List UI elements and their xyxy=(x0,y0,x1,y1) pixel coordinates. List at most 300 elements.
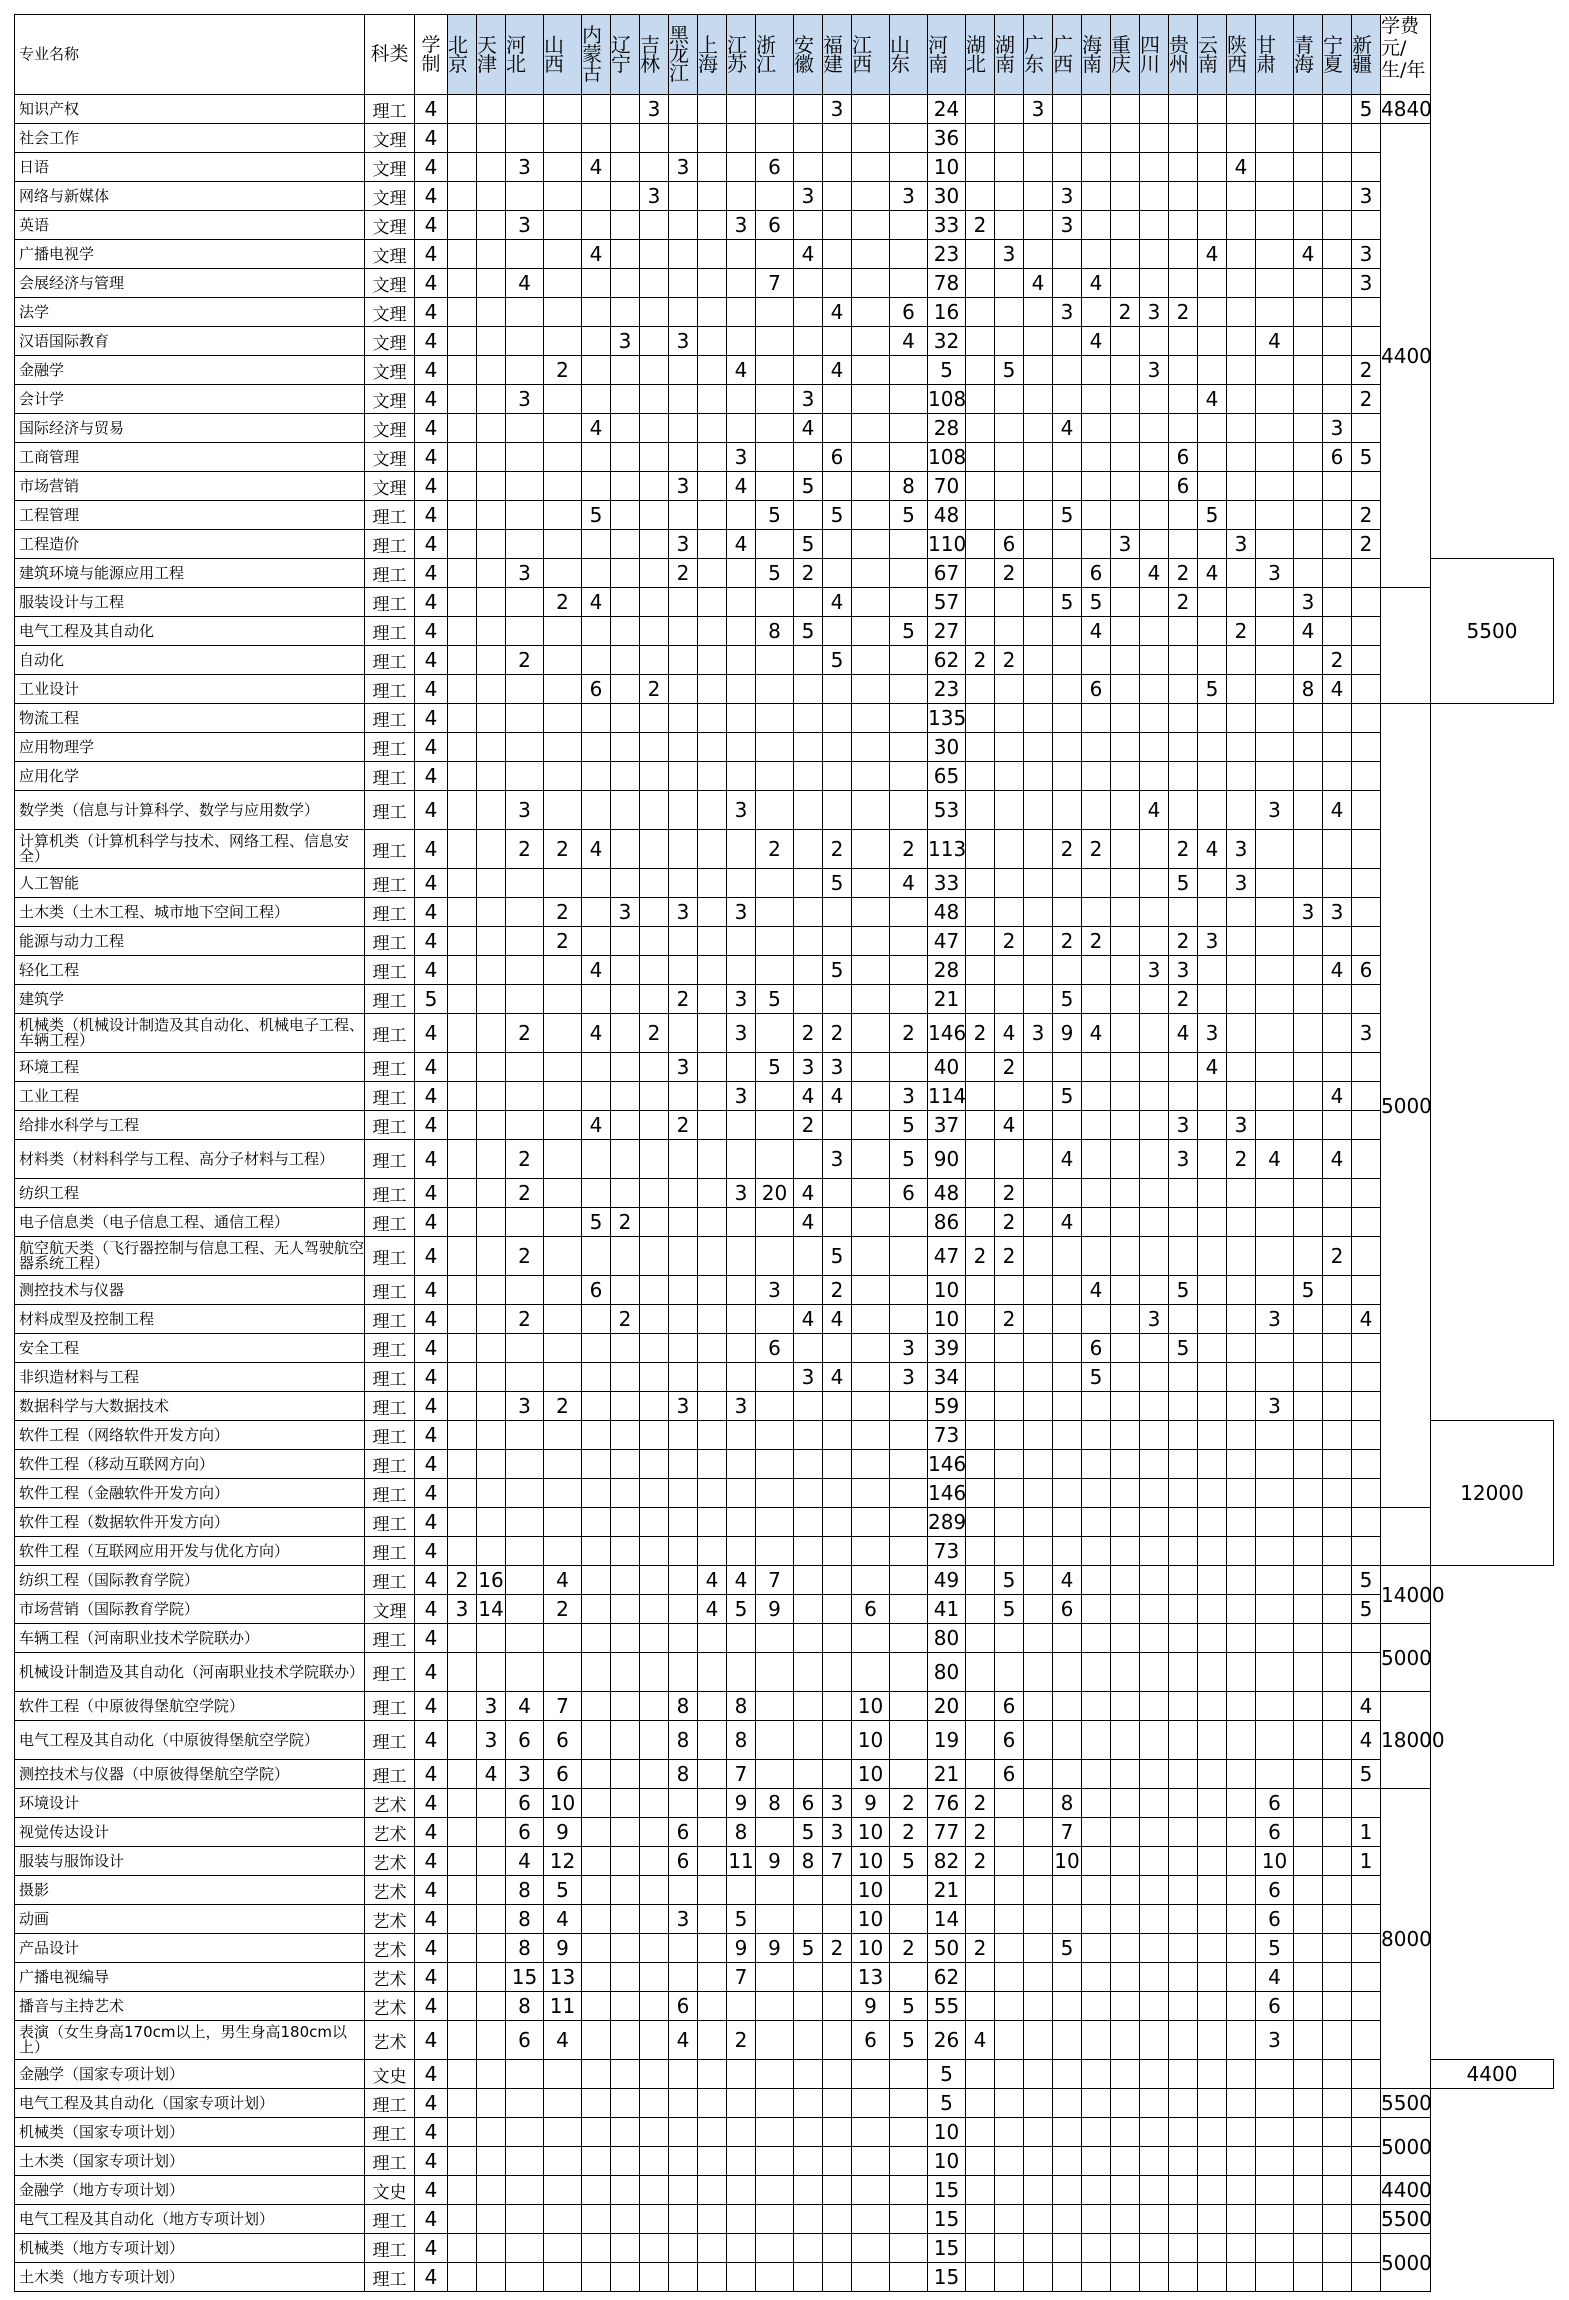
quota-cell xyxy=(669,1140,698,1179)
quota-cell: 73 xyxy=(928,1421,966,1450)
quota-cell xyxy=(1140,1140,1169,1179)
quota-cell xyxy=(1140,2234,1169,2263)
quota-cell xyxy=(995,501,1024,530)
quota-cell xyxy=(794,588,823,617)
quota-cell xyxy=(1256,1014,1294,1053)
duration-cell: 4 xyxy=(415,1508,448,1537)
quota-cell xyxy=(1256,588,1294,617)
quota-cell xyxy=(698,1111,727,1140)
quota-cell xyxy=(582,1082,611,1111)
quota-cell xyxy=(995,675,1024,704)
quota-cell: 41 xyxy=(928,1595,966,1624)
subject-category-cell: 文理 xyxy=(365,472,415,501)
quota-cell xyxy=(1082,1595,1111,1624)
tuition-fee-cell: 5000 xyxy=(1381,1624,1431,1692)
duration-cell: 4 xyxy=(415,1721,448,1760)
duration-cell: 4 xyxy=(415,1624,448,1653)
quota-cell: 3 xyxy=(1140,1305,1169,1334)
quota-cell xyxy=(1227,2089,1256,2118)
quota-cell xyxy=(448,2176,477,2205)
quota-cell xyxy=(1111,1082,1140,1111)
quota-cell xyxy=(1352,1479,1381,1508)
quota-cell xyxy=(1024,1818,1053,1847)
quota-cell xyxy=(1053,1334,1082,1363)
quota-cell xyxy=(1024,1111,1053,1140)
subject-category-cell: 理工 xyxy=(365,1508,415,1537)
duration-cell: 4 xyxy=(415,1140,448,1179)
quota-cell xyxy=(1024,830,1053,869)
quota-cell xyxy=(995,1479,1024,1508)
quota-cell xyxy=(1169,1760,1198,1789)
quota-cell xyxy=(1256,1334,1294,1363)
quota-cell xyxy=(727,2263,756,2292)
quota-cell xyxy=(1140,414,1169,443)
quota-cell xyxy=(1352,1392,1381,1421)
quota-cell xyxy=(1198,1653,1227,1692)
quota-cell xyxy=(890,240,928,269)
duration-cell: 4 xyxy=(415,472,448,501)
quota-cell: 2 xyxy=(794,559,823,588)
quota-cell xyxy=(756,1760,794,1789)
quota-cell xyxy=(669,1450,698,1479)
quota-cell xyxy=(1140,1537,1169,1566)
quota-cell xyxy=(506,956,544,985)
quota-cell xyxy=(1198,1876,1227,1905)
quota-cell xyxy=(477,2118,506,2147)
quota-cell xyxy=(448,1692,477,1721)
quota-cell xyxy=(823,182,852,211)
quota-cell: 3 xyxy=(611,898,640,927)
quota-cell xyxy=(640,2118,669,2147)
quota-cell xyxy=(852,443,890,472)
quota-cell xyxy=(1323,2118,1352,2147)
quota-cell xyxy=(1323,588,1352,617)
quota-cell xyxy=(698,1450,727,1479)
quota-cell xyxy=(477,646,506,675)
quota-cell xyxy=(852,956,890,985)
major-name-cell: 工业工程 xyxy=(15,1082,365,1111)
duration-cell: 4 xyxy=(415,269,448,298)
quota-cell xyxy=(477,2089,506,2118)
quota-cell xyxy=(1082,2089,1111,2118)
quota-cell xyxy=(640,2176,669,2205)
quota-cell xyxy=(1227,1208,1256,1237)
quota-cell xyxy=(995,472,1024,501)
quota-cell xyxy=(611,269,640,298)
quota-cell xyxy=(582,298,611,327)
quota-cell: 2 xyxy=(640,1014,669,1053)
quota-cell xyxy=(1198,211,1227,240)
quota-cell xyxy=(1294,298,1323,327)
quota-cell xyxy=(448,646,477,675)
table-row xyxy=(15,2089,1554,2118)
quota-cell xyxy=(756,95,794,124)
quota-cell xyxy=(1169,1934,1198,1963)
quota-cell xyxy=(823,675,852,704)
quota-cell: 15 xyxy=(928,2234,966,2263)
quota-cell xyxy=(1294,2021,1323,2060)
table-row xyxy=(15,2118,1554,2147)
quota-cell xyxy=(1169,1450,1198,1479)
table-row xyxy=(15,2176,1554,2205)
quota-cell xyxy=(1024,898,1053,927)
quota-cell xyxy=(823,1760,852,1789)
quota-cell xyxy=(727,501,756,530)
quota-cell xyxy=(698,2060,727,2089)
duration-cell: 4 xyxy=(415,327,448,356)
quota-cell xyxy=(448,1818,477,1847)
quota-cell: 6 xyxy=(995,1760,1024,1789)
subject-category-cell: 理工 xyxy=(365,898,415,927)
quota-cell xyxy=(582,211,611,240)
quota-cell xyxy=(477,733,506,762)
quota-cell: 3 xyxy=(1323,414,1352,443)
quota-cell xyxy=(1111,1905,1140,1934)
quota-cell xyxy=(698,385,727,414)
quota-cell xyxy=(1082,530,1111,559)
quota-cell xyxy=(1294,1789,1323,1818)
quota-cell xyxy=(995,1789,1024,1818)
quota-cell xyxy=(1352,617,1381,646)
quota-cell xyxy=(966,733,995,762)
quota-cell xyxy=(1082,2060,1111,2089)
quota-cell xyxy=(995,617,1024,646)
subject-category-cell: 艺术 xyxy=(365,2021,415,2060)
quota-cell xyxy=(1111,1595,1140,1624)
quota-cell: 6 xyxy=(1053,1595,1082,1624)
quota-cell: 90 xyxy=(928,1140,966,1179)
quota-cell xyxy=(698,1479,727,1508)
subject-category-cell: 理工 xyxy=(365,1179,415,1208)
quota-cell: 78 xyxy=(928,269,966,298)
subject-category-cell: 理工 xyxy=(365,1363,415,1392)
quota-cell xyxy=(823,2118,852,2147)
quota-cell xyxy=(823,898,852,927)
quota-cell xyxy=(1198,1392,1227,1421)
quota-cell xyxy=(669,646,698,675)
quota-cell xyxy=(698,1876,727,1905)
quota-cell xyxy=(1198,1566,1227,1595)
quota-cell xyxy=(727,1334,756,1363)
quota-cell xyxy=(698,2176,727,2205)
quota-cell xyxy=(966,1276,995,1305)
quota-cell: 8 xyxy=(506,1934,544,1963)
quota-cell xyxy=(611,2147,640,2176)
quota-cell xyxy=(582,1624,611,1653)
quota-cell xyxy=(611,675,640,704)
quota-cell xyxy=(544,675,582,704)
quota-cell xyxy=(823,530,852,559)
quota-cell xyxy=(727,927,756,956)
quota-cell xyxy=(669,269,698,298)
quota-cell xyxy=(823,1179,852,1208)
quota-cell xyxy=(995,588,1024,617)
quota-cell xyxy=(1140,985,1169,1014)
quota-cell xyxy=(1256,1276,1294,1305)
quota-cell xyxy=(727,240,756,269)
quota-cell xyxy=(756,1692,794,1721)
quota-cell xyxy=(477,1653,506,1692)
quota-cell xyxy=(1024,1934,1053,1963)
quota-cell: 4 xyxy=(1294,617,1323,646)
quota-cell xyxy=(756,588,794,617)
quota-cell xyxy=(698,356,727,385)
quota-cell xyxy=(1323,124,1352,153)
quota-cell xyxy=(756,2263,794,2292)
province-header: 河南 xyxy=(928,15,966,95)
quota-cell: 10 xyxy=(852,1934,890,1963)
quota-cell xyxy=(1082,956,1111,985)
quota-cell xyxy=(890,898,928,927)
duration-cell: 4 xyxy=(415,675,448,704)
quota-cell xyxy=(966,1334,995,1363)
quota-cell xyxy=(1352,1653,1381,1692)
quota-cell xyxy=(582,1595,611,1624)
quota-cell xyxy=(1082,356,1111,385)
quota-cell xyxy=(1227,472,1256,501)
quota-cell: 3 xyxy=(727,985,756,1014)
quota-cell: 6 xyxy=(669,1992,698,2021)
quota-cell xyxy=(852,1392,890,1421)
quota-cell: 4 xyxy=(823,1082,852,1111)
quota-cell xyxy=(582,182,611,211)
quota-cell xyxy=(1256,1760,1294,1789)
quota-cell xyxy=(1024,472,1053,501)
quota-cell: 5 xyxy=(1053,501,1082,530)
quota-cell xyxy=(727,2205,756,2234)
quota-cell xyxy=(448,1789,477,1818)
quota-cell xyxy=(477,530,506,559)
quota-cell xyxy=(582,869,611,898)
quota-cell xyxy=(1024,956,1053,985)
subject-category-cell: 艺术 xyxy=(365,1934,415,1963)
subject-category-cell: 理工 xyxy=(365,559,415,588)
quota-cell xyxy=(1294,2089,1323,2118)
quota-cell xyxy=(1256,472,1294,501)
quota-cell xyxy=(995,1082,1024,1111)
quota-cell xyxy=(727,1450,756,1479)
quota-cell xyxy=(448,327,477,356)
quota-cell: 2 xyxy=(669,1111,698,1140)
quota-cell: 3 xyxy=(669,1392,698,1421)
quota-cell xyxy=(727,1140,756,1179)
quota-cell: 4 xyxy=(1082,617,1111,646)
quota-cell xyxy=(1352,1082,1381,1111)
quota-cell xyxy=(1323,2060,1352,2089)
quota-cell xyxy=(1053,2021,1082,2060)
quota-cell xyxy=(544,443,582,472)
quota-cell xyxy=(1111,1876,1140,1905)
quota-cell xyxy=(1082,1305,1111,1334)
quota-cell xyxy=(823,1334,852,1363)
quota-cell xyxy=(966,443,995,472)
quota-cell xyxy=(1111,1179,1140,1208)
quota-cell xyxy=(1111,211,1140,240)
quota-cell xyxy=(823,1208,852,1237)
quota-cell xyxy=(1198,646,1227,675)
quota-cell xyxy=(1024,182,1053,211)
quota-cell xyxy=(890,2263,928,2292)
quota-cell xyxy=(756,2060,794,2089)
quota-cell: 3 xyxy=(823,95,852,124)
quota-cell xyxy=(995,956,1024,985)
duration-cell: 4 xyxy=(415,1479,448,1508)
quota-cell xyxy=(544,1479,582,1508)
quota-cell xyxy=(995,898,1024,927)
major-name-cell: 材料类（材料科学与工程、高分子材料与工程） xyxy=(15,1140,365,1179)
quota-cell xyxy=(669,1421,698,1450)
quota-cell xyxy=(1294,1721,1323,1760)
quota-cell xyxy=(995,385,1024,414)
quota-cell xyxy=(852,240,890,269)
quota-cell xyxy=(1111,182,1140,211)
quota-cell xyxy=(477,1392,506,1421)
quota-cell xyxy=(477,1537,506,1566)
quota-cell xyxy=(1294,1053,1323,1082)
quota-cell xyxy=(1053,617,1082,646)
quota-cell xyxy=(966,1721,995,1760)
quota-cell xyxy=(477,617,506,646)
quota-cell xyxy=(1140,211,1169,240)
quota-cell xyxy=(995,2263,1024,2292)
quota-cell xyxy=(890,1237,928,1276)
quota-cell xyxy=(1053,1276,1082,1305)
duration-cell: 4 xyxy=(415,791,448,830)
subject-category-cell: 文理 xyxy=(365,385,415,414)
quota-cell xyxy=(640,1237,669,1276)
quota-cell: 8 xyxy=(506,1992,544,2021)
quota-cell: 4 xyxy=(582,588,611,617)
quota-cell xyxy=(1323,1276,1352,1305)
major-name-cell: 工业设计 xyxy=(15,675,365,704)
quota-cell xyxy=(756,733,794,762)
quota-cell xyxy=(669,2205,698,2234)
quota-cell xyxy=(756,1082,794,1111)
quota-cell: 4 xyxy=(794,1208,823,1237)
quota-cell xyxy=(794,2176,823,2205)
quota-cell xyxy=(1140,830,1169,869)
table-row xyxy=(15,704,1554,733)
quota-cell xyxy=(1352,1537,1381,1566)
quota-cell xyxy=(1053,2205,1082,2234)
quota-cell xyxy=(966,2205,995,2234)
quota-cell xyxy=(1140,1760,1169,1789)
quota-cell xyxy=(1256,1653,1294,1692)
quota-cell xyxy=(890,1760,928,1789)
quota-cell xyxy=(1323,1876,1352,1905)
quota-cell xyxy=(852,1053,890,1082)
quota-cell xyxy=(1256,927,1294,956)
quota-cell xyxy=(448,588,477,617)
quota-cell xyxy=(1053,472,1082,501)
quota-cell xyxy=(852,1140,890,1179)
quota-cell xyxy=(1227,298,1256,327)
quota-cell xyxy=(1024,985,1053,1014)
quota-cell: 2 xyxy=(1169,588,1198,617)
quota-cell xyxy=(1082,2147,1111,2176)
quota-cell xyxy=(544,95,582,124)
quota-cell xyxy=(1053,646,1082,675)
quota-cell xyxy=(1169,1208,1198,1237)
quota-cell xyxy=(1294,1208,1323,1237)
quota-cell xyxy=(727,733,756,762)
quota-cell xyxy=(756,1876,794,1905)
quota-cell xyxy=(756,1905,794,1934)
quota-cell xyxy=(756,356,794,385)
quota-cell xyxy=(794,1692,823,1721)
quota-cell xyxy=(1256,211,1294,240)
quota-cell xyxy=(611,472,640,501)
table-row xyxy=(15,124,1554,153)
subject-category-cell: 文理 xyxy=(365,153,415,182)
table-row xyxy=(15,927,1554,956)
quota-cell xyxy=(582,1508,611,1537)
quota-cell xyxy=(640,733,669,762)
quota-cell: 2 xyxy=(611,1208,640,1237)
duration-cell: 5 xyxy=(415,985,448,1014)
quota-cell: 4 xyxy=(1198,830,1227,869)
quota-cell xyxy=(1227,1992,1256,2021)
quota-cell xyxy=(1198,733,1227,762)
quota-cell xyxy=(582,2176,611,2205)
major-name-cell: 应用化学 xyxy=(15,762,365,791)
quota-cell xyxy=(1024,1653,1053,1692)
major-name-cell: 人工智能 xyxy=(15,869,365,898)
quota-cell: 4 xyxy=(1140,791,1169,830)
quota-cell xyxy=(727,1237,756,1276)
major-name-cell: 建筑学 xyxy=(15,985,365,1014)
quota-cell xyxy=(1053,2176,1082,2205)
quota-cell xyxy=(966,356,995,385)
quota-cell xyxy=(756,1992,794,2021)
quota-cell xyxy=(448,1014,477,1053)
quota-cell: 2 xyxy=(995,1208,1024,1237)
quota-cell xyxy=(1169,1653,1198,1692)
quota-cell xyxy=(1082,985,1111,1014)
quota-cell xyxy=(890,1653,928,1692)
quota-cell xyxy=(640,762,669,791)
quota-cell: 8 xyxy=(727,1721,756,1760)
quota-cell xyxy=(582,704,611,733)
quota-cell xyxy=(506,1479,544,1508)
quota-cell xyxy=(966,1111,995,1140)
quota-cell: 3 xyxy=(477,1721,506,1760)
quota-cell xyxy=(477,385,506,414)
quota-cell: 3 xyxy=(794,182,823,211)
quota-cell: 3 xyxy=(1256,559,1294,588)
duration-cell: 4 xyxy=(415,646,448,675)
quota-cell: 3 xyxy=(1256,1392,1294,1421)
quota-cell xyxy=(1024,124,1053,153)
quota-cell xyxy=(640,791,669,830)
quota-cell xyxy=(1024,2089,1053,2118)
quota-cell xyxy=(506,2118,544,2147)
quota-cell: 8 xyxy=(756,1789,794,1818)
duration-cell: 4 xyxy=(415,1692,448,1721)
quota-cell xyxy=(582,443,611,472)
duration-cell: 4 xyxy=(415,1237,448,1276)
quota-cell xyxy=(1198,1508,1227,1537)
quota-cell xyxy=(1256,869,1294,898)
quota-cell xyxy=(1323,269,1352,298)
quota-cell xyxy=(852,588,890,617)
quota-cell xyxy=(611,1595,640,1624)
quota-cell xyxy=(1256,1363,1294,1392)
quota-cell xyxy=(640,1721,669,1760)
quota-cell xyxy=(995,95,1024,124)
quota-cell xyxy=(1169,1624,1198,1653)
major-name-cell: 给排水科学与工程 xyxy=(15,1111,365,1140)
